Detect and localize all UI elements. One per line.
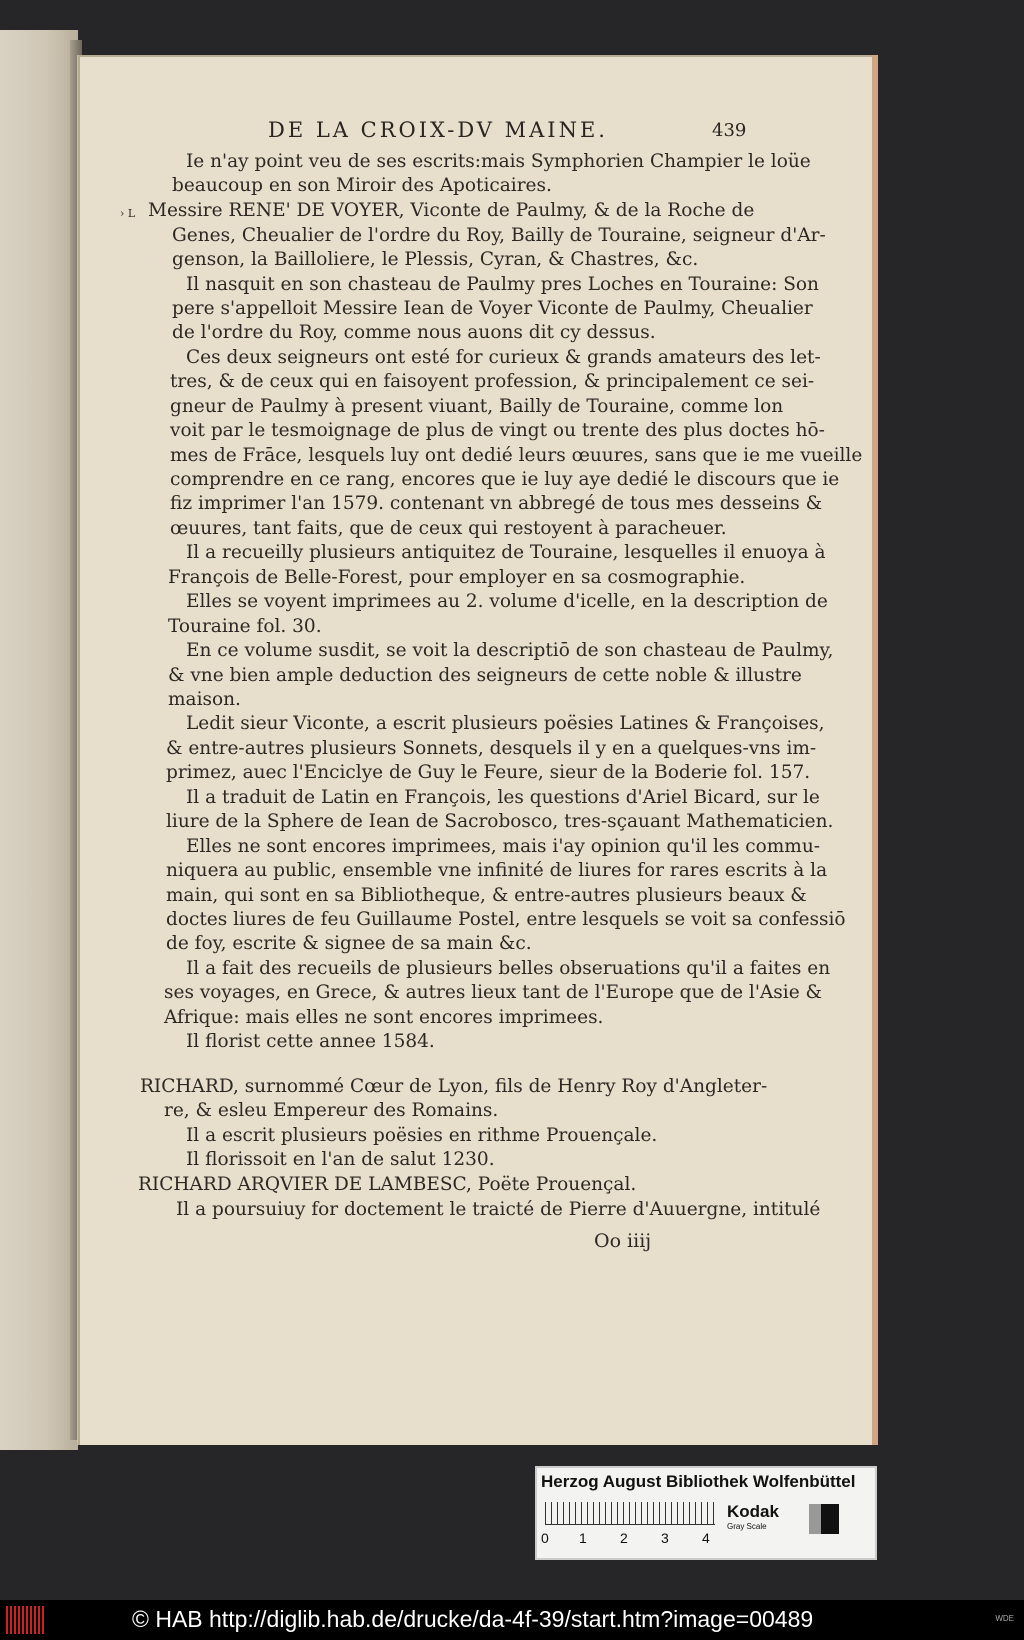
text-line: RICHARD, surnommé Cœur de Lyon, fils de Henry Roy d'Angleter- <box>140 1076 768 1097</box>
text-line: François de Belle-Forest, pour employer en sa cosmographie. <box>168 567 746 588</box>
signature-mark: Oo iiij <box>594 1230 652 1252</box>
ruler-tick: 1 <box>579 1530 587 1546</box>
text-line: Il nasquit en son chasteau de Paulmy pres Loches en Touraine: Son <box>186 274 819 295</box>
text-line: Il a traduit de Latin en François, les questions d'Ariel Bicard, sur le <box>186 787 820 808</box>
page-edge <box>872 55 878 1445</box>
text-line: Afrique: mais elles ne sont encores imprimees. <box>164 1007 604 1028</box>
text-line: de foy, escrite & signee de sa main &c. <box>166 933 532 954</box>
text-line: ses voyages, en Grece, & autres lieux tant de l'Europe que de l'Asie & <box>164 982 822 1003</box>
library-name: Herzog August Bibliothek Wolfenbüttel <box>541 1472 856 1491</box>
ruler-tick: 3 <box>661 1530 669 1546</box>
text-line: RICHARD ARQVIER DE LAMBESC, Poëte Prouençal. <box>138 1174 637 1195</box>
text-line: Touraine fol. 30. <box>168 616 322 637</box>
text-line: fiz imprimer l'an 1579. contenant vn abbregé de tous mes desseins & <box>170 493 823 514</box>
text-line: de l'ordre du Roy, comme nous auons dit cy dessus. <box>172 322 656 343</box>
text-line: Messire RENE' DE VOYER, Viconte de Paulmy, & de la Roche de <box>148 200 755 221</box>
text-line: primez, auec l'Enciclye de Guy le Feure, sieur de la Boderie fol. 157. <box>166 762 811 783</box>
text-line: re, & esleu Empereur des Romains. <box>164 1100 499 1121</box>
ruler-tick: 2 <box>620 1530 628 1546</box>
text-line: doctes liures de feu Guillaume Postel, entre lesquels se voit sa confessiō <box>166 909 846 930</box>
text-line: & vne bien ample deduction des seigneurs de cette noble & illustre <box>168 665 802 686</box>
text-line: Elles ne sont encores imprimees, mais i'ay opinion qu'il les commu- <box>186 836 820 857</box>
text-line: Il florissoit en l'an de salut 1230. <box>186 1149 495 1170</box>
text-line: Elles se voyent imprimees au 2. volume d'icelle, en la description de <box>186 591 828 612</box>
source-url[interactable]: © HAB http://diglib.hab.de/drucke/da-4f-39/start.htm?image=00489 <box>132 1606 814 1632</box>
gray-swatch <box>809 1504 839 1534</box>
text-line: niquera au public, ensemble vne infinité de liures for rares escrits à la <box>166 860 828 881</box>
text-line: Il a fait des recueils de plusieurs belles obseruations qu'il a faites en <box>186 958 831 979</box>
text-line: Genes, Cheualier de l'ordre du Roy, Bailly de Touraine, seigneur d'Ar- <box>172 225 826 246</box>
text-line: comprendre en ce rang, encores que ie luy aye dedié le discours que ie <box>170 469 840 490</box>
text-line: maison. <box>168 689 241 710</box>
running-title: DE LA CROIX-DV MAINE. <box>268 118 608 142</box>
text-line: genson, la Bailloliere, le Plessis, Cyran, & Chastres, &c. <box>172 249 699 270</box>
footer-bar <box>0 1600 1024 1640</box>
text-line: & entre-autres plusieurs Sonnets, desquels il y en a quelques-vns im- <box>166 738 817 759</box>
scale-ruler <box>545 1502 715 1525</box>
text-line: En ce volume susdit, se voit la descriptiō de son chasteau de Paulmy, <box>186 640 834 661</box>
text-line: mes de Frāce, lesquels luy ont dedié leurs œuures, sans que ie me vueille <box>170 445 863 466</box>
footer-mark: WDE <box>995 1614 1014 1623</box>
text-line: Ledit sieur Viconte, a escrit plusieurs poësies Latines & Françoises, <box>186 713 825 734</box>
ruler-tick: 0 <box>541 1530 549 1546</box>
page-number: 439 <box>712 120 747 141</box>
hab-logo-icon <box>6 1606 46 1634</box>
text-line: Il a escrit plusieurs poësies en rithme Prouençale. <box>186 1125 658 1146</box>
text-line: Il a recueilly plusieurs antiquitez de Touraine, lesquelles il enuoya à <box>186 542 826 563</box>
kodak-logo: Kodak <box>727 1502 779 1521</box>
margin-mark: › L <box>120 207 136 220</box>
text-line: tres, & de ceux qui en faisoyent profession, & principalement ce sei- <box>170 371 815 392</box>
text-line: beaucoup en son Miroir des Apoticaires. <box>172 175 552 196</box>
text-line: pere s'appelloit Messire Iean de Voyer Viconte de Paulmy, Cheualier <box>172 298 813 319</box>
facing-page-edge <box>0 30 78 1450</box>
text-line: liure de la Sphere de Iean de Sacrobosco, tres-sçauant Mathematicien. <box>166 811 834 832</box>
text-line: Il a poursuiuy for doctement le traicté de Pierre d'Auuergne, intitulé <box>176 1199 821 1220</box>
text-line: Ie n'ay point veu de ses escrits:mais Symphorien Champier le loüe <box>186 151 811 172</box>
text-line: Ces deux seigneurs ont esté for curieux & grands amateurs des let- <box>186 347 821 368</box>
text-line: œuures, tant faits, que de ceux qui restoyent à paracheuer. <box>170 518 727 539</box>
text-line: Il florist cette annee 1584. <box>186 1031 435 1052</box>
text-line: main, qui sont en sa Bibliotheque, & entre-autres plusieurs beaux & <box>166 885 807 906</box>
ruler-tick: 4 <box>702 1530 710 1546</box>
text-line: voit par le tesmoignage de plus de vingt ou trente des plus doctes hō- <box>170 420 825 441</box>
text-line: gneur de Paulmy à present viuant, Bailly de Touraine, comme lon <box>170 396 784 417</box>
gray-scale-label: Gray Scale <box>727 1522 767 1531</box>
color-reference-card <box>535 1466 877 1560</box>
